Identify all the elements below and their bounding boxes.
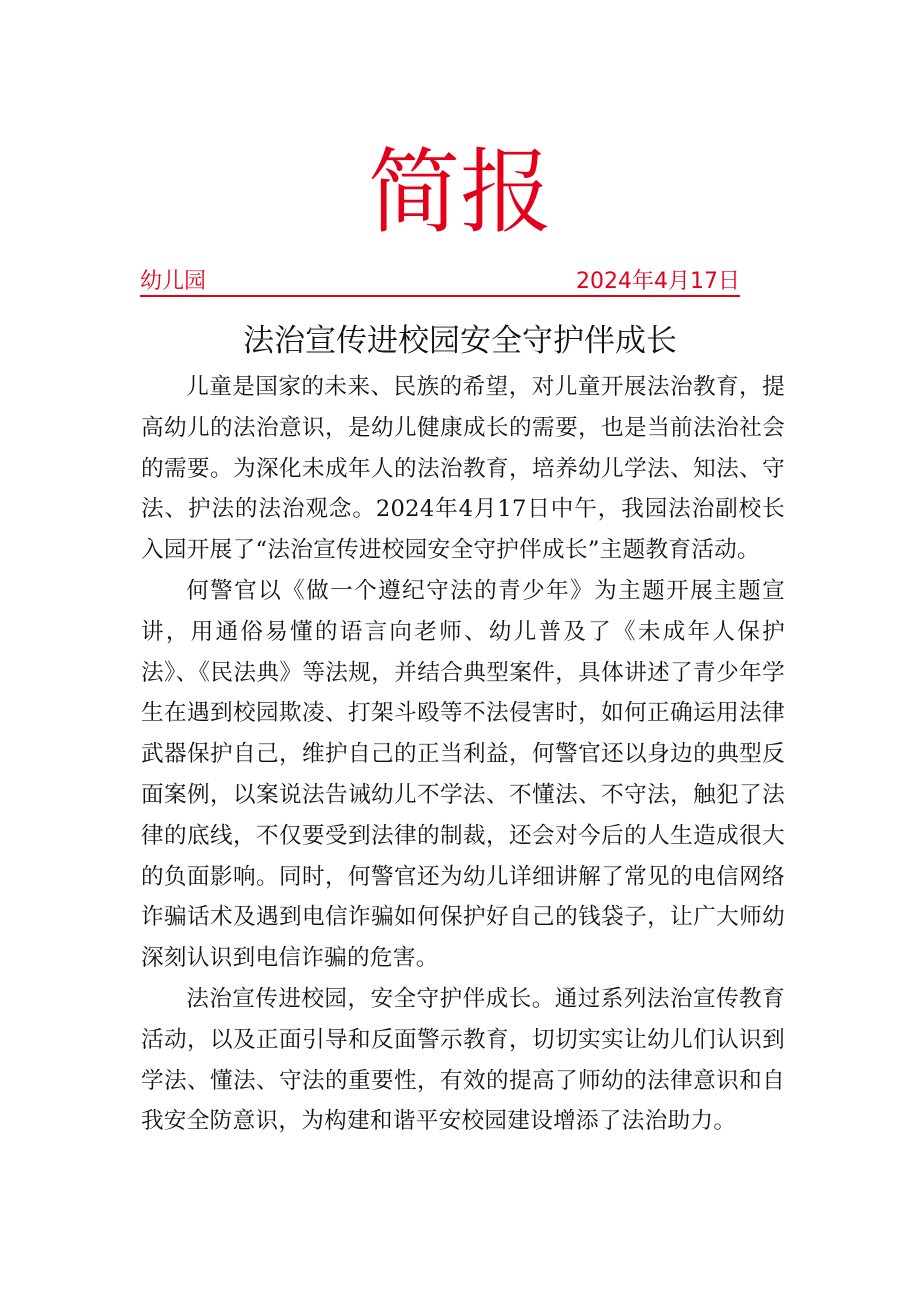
masthead-title: 简报 xyxy=(367,139,552,246)
article-paragraph: 法治宣传进校园，安全守护伴成长。通过系列法治宣传教育活动，以及正面引导和反面警示教育，切切实实让幼儿们认识到学法、懂法、守法的重要性，有效的提高了师幼的法律意识和自我安全防意识，为构建和谐平安校园建设增添了法治助力。 xyxy=(141,985,785,1135)
header-divider xyxy=(140,295,740,297)
organization-name: 幼儿园 xyxy=(140,269,207,294)
article-title: 法治宣传进校园安全守护伴成长 xyxy=(243,323,677,359)
article-paragraph: 儿童是国家的未来、民族的希望，对儿童开展法治教育，提高幼儿的法治意识，是幼儿健康成长的需要，也是当前法治社会的需要。为深化未成年人的法治教育，培养幼儿学法、知法、守法、护法的法治观念。2024年4月17日中午，我园法治副校长入园开展了“法治宣传进校园安全守护伴成长”主题教育活动。 xyxy=(141,374,785,564)
article-paragraph: 何警官以《做一个遵纪守法的青少年》为主题开展主题宣讲，用通俗易懂的语言向老师、幼儿普及了《未成年人保护法》、《民法典》等法规，并结合典型案件，具体讲述了青少年学生在遇到校园欺凌、打架斗殴等不法侵害时，如何正确运用法律武器保护自己，维护自己的正当利益，何警官还以身边的典型反面案例，以案说法告诫幼儿不学法、不懂法、不守法，触犯了法律的底线，不仅要受到法律的制裁，还会对今后的人生造成很大的负面影响。同时，何警官还为幼儿详细讲解了常见的电信网络诈骗话术及遇到电信诈骗如何保护好自己的钱袋子，让广大师幼深刻认识到电信诈骗的危害。 xyxy=(141,577,785,972)
issue-date: 2024年4月17日 xyxy=(576,269,740,294)
article-body xyxy=(141,367,785,1142)
meta-row xyxy=(140,268,740,296)
